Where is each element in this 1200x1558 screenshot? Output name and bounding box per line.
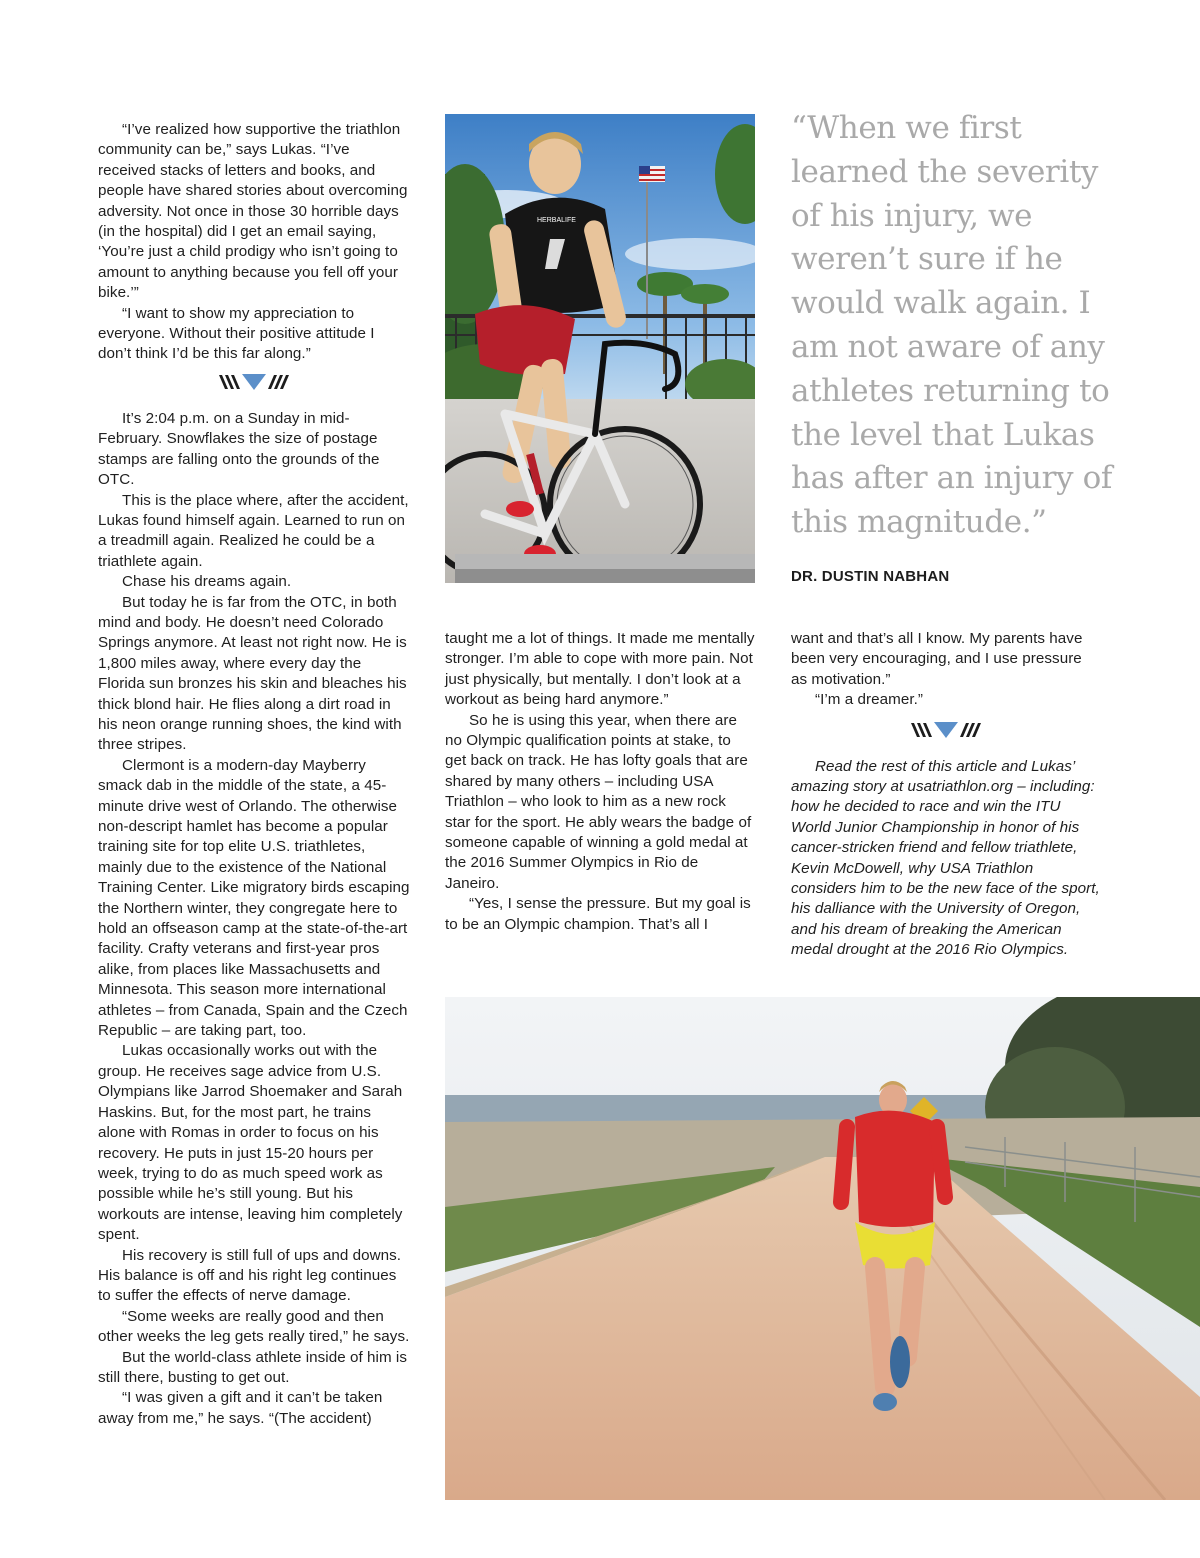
article-column-3	[791, 629, 1101, 961]
jersey-text: HERBALIFE	[537, 217, 576, 224]
column-3-body	[791, 629, 1101, 711]
col1-body-paragraph-7: His recovery is still full of ups and downs. His balance is off and his right leg continues to suffer the effects of nerve damage.	[98, 1246, 402, 1305]
read-more-note	[791, 757, 1101, 961]
col2-paragraph-3: “Yes, I sense the pressure. But my goal is to be an Olympic champion. That’s all I	[445, 895, 751, 933]
col1-body-paragraph-2: This is the place where, after the accident, Lukas found himself again. Learned to run on a treadmill again. Realized he could be a triathlete again.	[98, 491, 409, 570]
col1-body-paragraph-9: But the world-class athlete inside of him is still there, busting to get out.	[98, 1348, 407, 1386]
column-1-intro	[98, 120, 410, 365]
column-2-body	[445, 629, 755, 935]
section-divider	[791, 715, 1101, 745]
col3-paragraph-2: “I’m a dreamer.”	[815, 691, 923, 709]
col1-body-paragraph-5: Clermont is a modern-day Mayberry smack dab in the middle of the state, a 45-minute drive west of Orlando. The otherwise non-descript hamlet has become a popular training site for top elite U.S. triathletes, mainly due to the existence of the National Training Center. Like migratory birds escaping the Northern winter, they congregate here to hold an offseason camp at the state-of-the-art facility. Crafty veterans and first-year pros alike, from places like Massachusetts and Minnesota. This season more international athletes – from Canada, Spain and the Czech Republic – are taking part, too.	[98, 756, 410, 1040]
divider-chevron-icon	[219, 373, 289, 391]
col1-body-paragraph-1: It’s 2:04 p.m. on a Sunday in mid-February. Snowflakes the size of postage stamps are falling onto the grounds of the OTC.	[98, 409, 380, 489]
col1-body-paragraph-6: Lukas occasionally works out with the group. He receives sage advice from U.S. Olympians like Jarrod Shoemaker and Sarah Haskins. But, for the most part, he trains alone with Romas in order to focus on his recovery. He puts in just 15-20 hours per week, trying to do as much speed work as possible while he’s still young. But his workouts are intense, leaving him completely spent.	[98, 1042, 403, 1244]
col1-body-paragraph-4: But today he is far from the OTC, in both mind and body. He doesn’t need Colorado Springs anymore. At least not right now. He is 1,800 miles away, where every day the Florida sun bronzes his skin and bleaches his thick blond hair. He flies along a dirt road in his neon orange running shoes, the kind with three stripes.	[98, 593, 407, 754]
col1-body-paragraph-10: “I was given a gift and it can’t be taken away from me,” he says. “(The accident)	[98, 1389, 383, 1427]
read-more-text: Read the rest of this article and Lukas’ amazing story at usatriathlon.org – including: how he decided to race and win the ITU World Junior Championship in honor of his cancer-stricken friend and fellow triathlete, Kevin McDowell, why USA Triathlon considers him to be the new face of the sport, his dalliance with the University of Oregon, and his dream of breaking the American medal drought at the 2016 Rio Olympics.	[791, 757, 1100, 959]
col2-paragraph-1: taught me a lot of things. It made me mentally stronger. I’m able to cope with more pain. Not just physically, but mentally. I don’t look at a workout as being hard anymore.”	[445, 630, 755, 709]
col3-paragraph-1: want and that’s all I know. My parents have been very encouraging, and I use pressure as motivation.”	[791, 630, 1083, 688]
article-column-1	[98, 120, 410, 1429]
column-1-body	[98, 409, 410, 1429]
col1-paragraph-1: “I’ve realized how supportive the triathlon community can be,” says Lukas. “I’ve received stacks of letters and books, and people have shared stories about overcoming adversity. Not once in those 30 horrible days (in the hospital) did I get an email saying, ‘You’re just a child prodigy who isn’t going to amount to anything because you fell off your bike.’”	[98, 121, 408, 302]
col2-paragraph-2: So he is using this year, when there are no Olympic qualification points at stake, to get back on track. He has lofty goals that are shared by many others – including USA Triathlon – who look to him as a new rock star for the sport. He ably wears the badge of someone capable of winning a gold medal at the 2016 Summer Olympics in Rio de Janeiro.	[445, 711, 752, 892]
col1-body-paragraph-3: Chase his dreams again.	[122, 573, 292, 591]
col1-paragraph-2: “I want to show my appreciation to everyone. Without their positive attitude I don’t think I’d be this far along.”	[98, 304, 375, 363]
section-divider	[98, 367, 410, 397]
article-column-2	[445, 629, 755, 935]
divider-chevron-icon	[911, 721, 981, 739]
col1-body-paragraph-8: “Some weeks are really good and then other weeks the leg gets really tired,” he says.	[98, 1307, 410, 1346]
runner-photo	[445, 997, 1200, 1500]
pull-quote-author: DR. DUSTIN NABHAN	[791, 568, 950, 585]
cyclist-photo	[445, 114, 755, 583]
pull-quote: “When we first learned the severity of his injury, we weren’t sure if he would walk again. I am not aware of any athletes returning to the level that Lukas has after an injury of this magnitude.”	[791, 110, 1112, 541]
